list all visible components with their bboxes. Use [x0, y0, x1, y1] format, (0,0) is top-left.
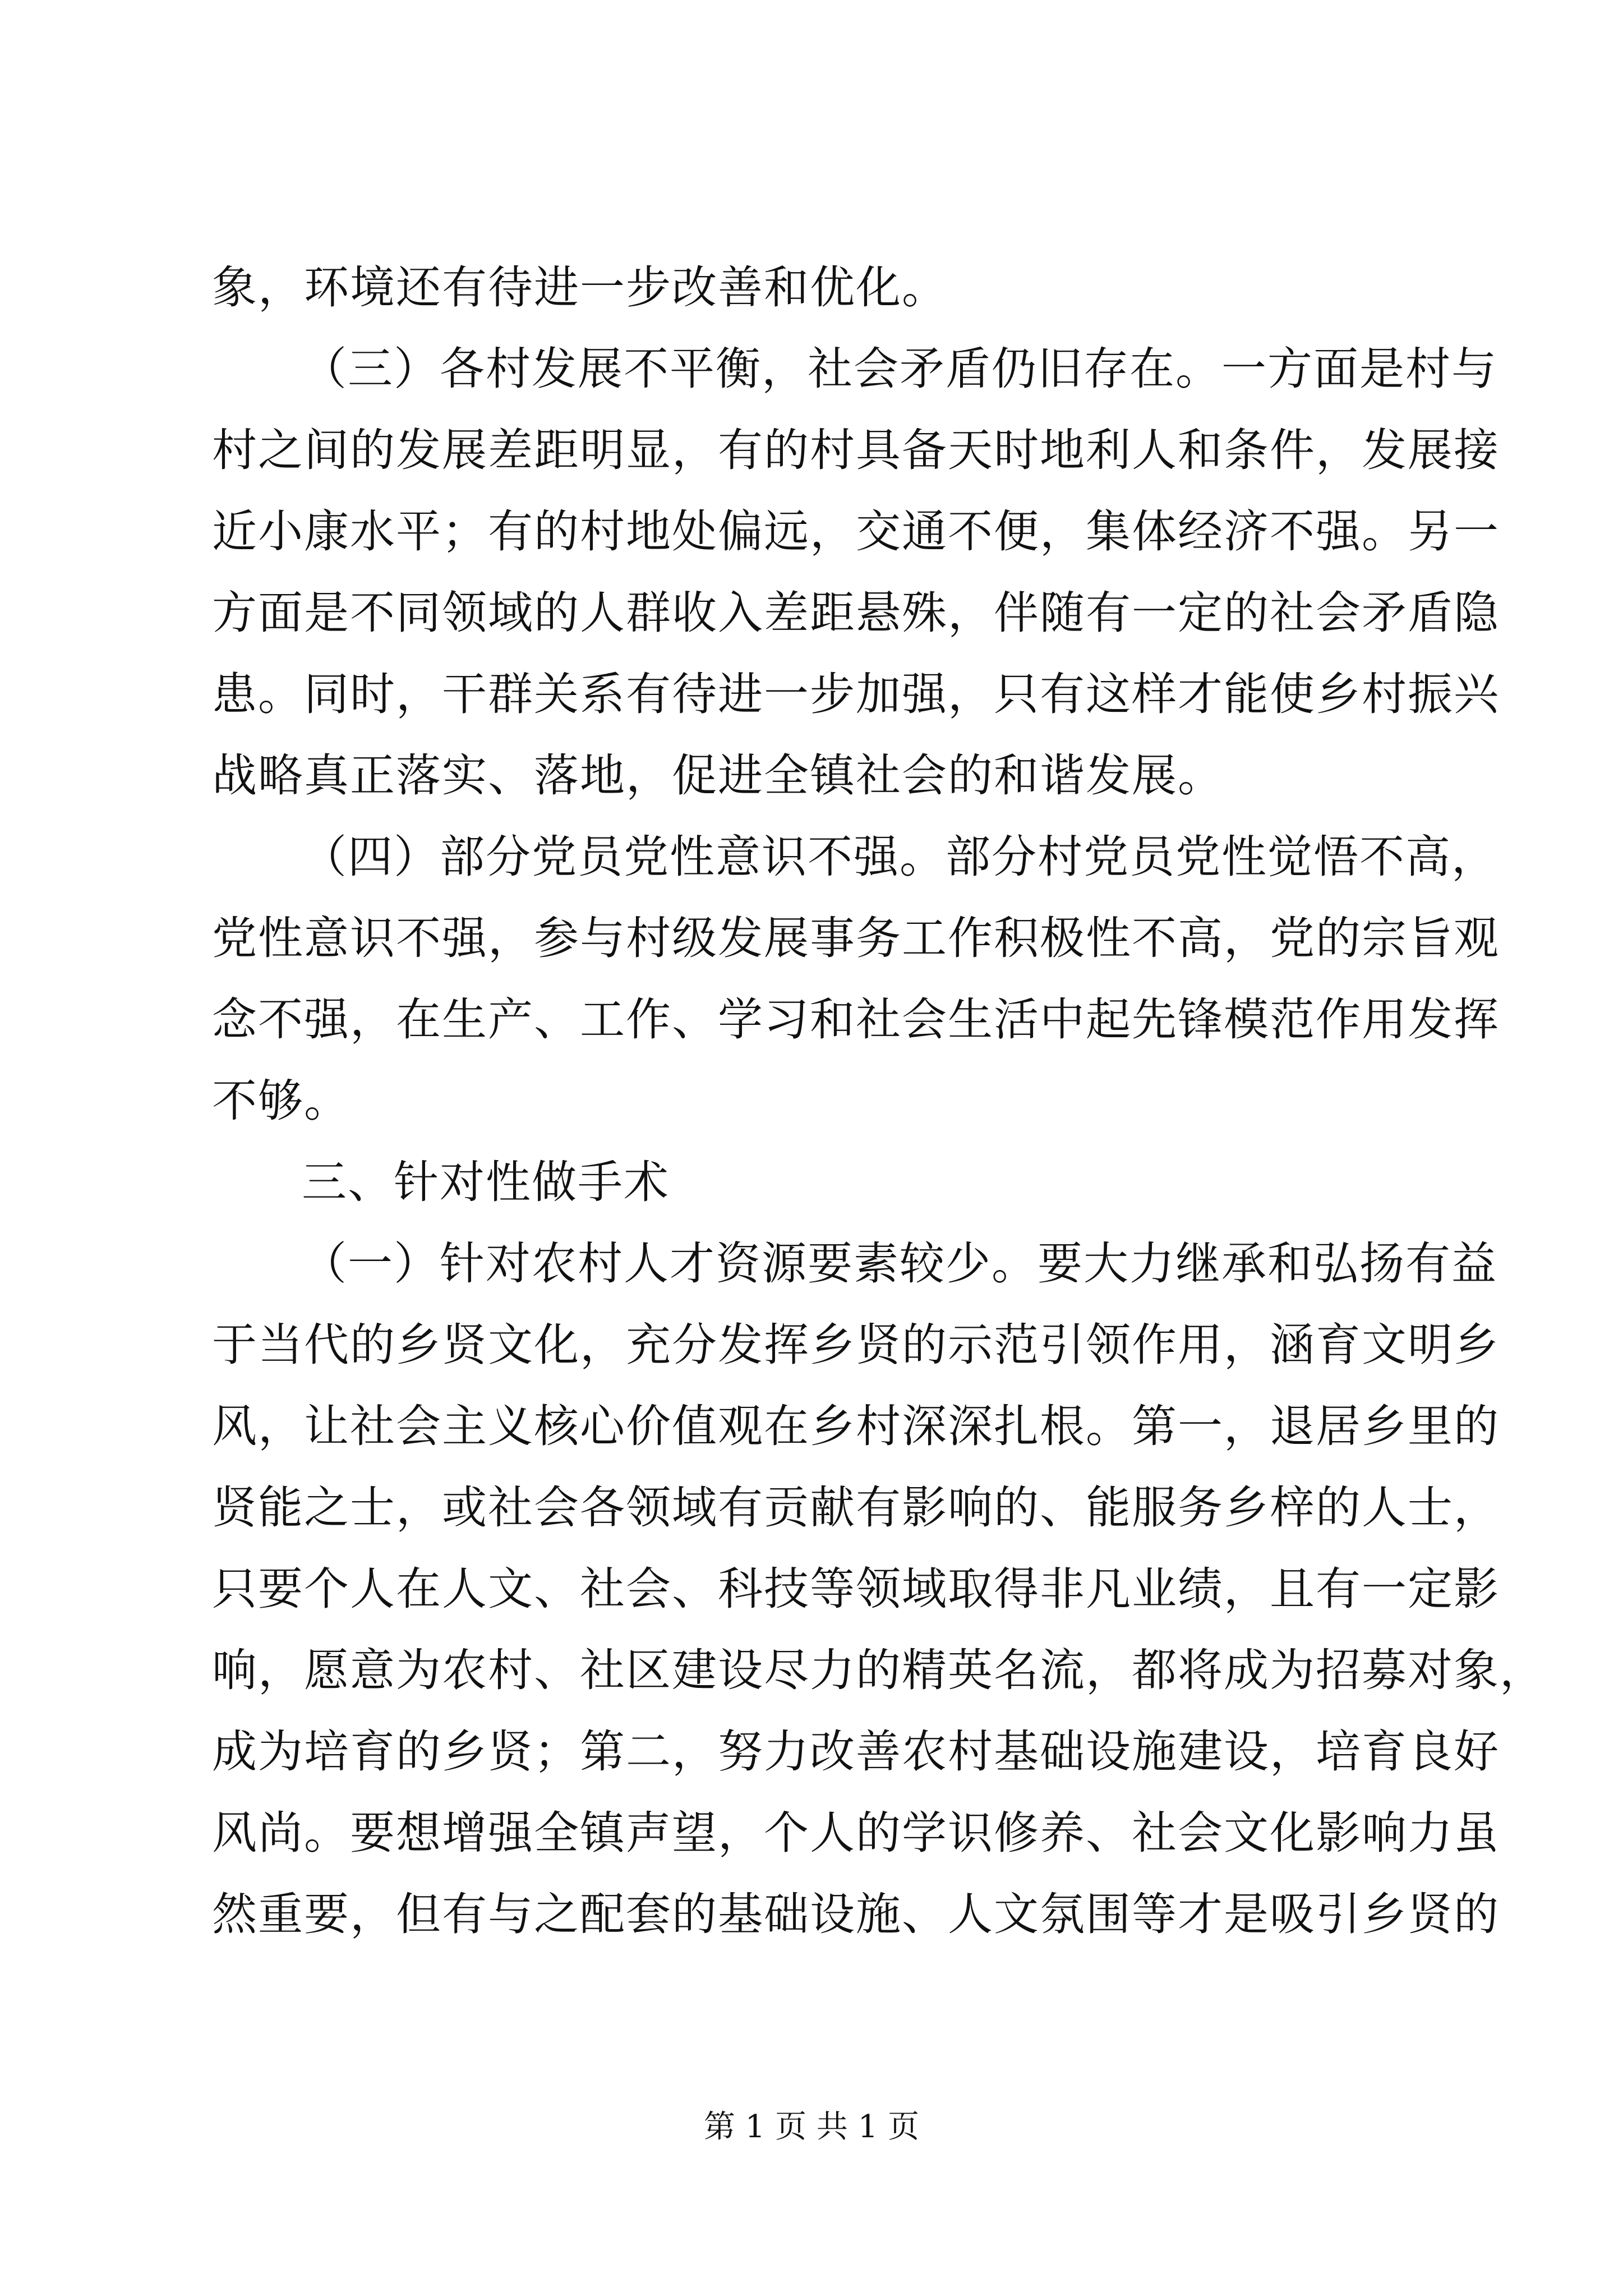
text-line: 象，环境还有待进一步改善和优化。 — [212, 261, 948, 314]
body-text — [212, 247, 1546, 1955]
text-line: （三）各村发展不平衡，社会矛盾仍旧存在。一方面是村与 — [302, 343, 1497, 395]
text-line: 响，愿意为农村、社区建设尽力的精英名流，都将成为招募对象， — [212, 1644, 1546, 1696]
text-line: （一）针对农村人才资源要素较少。要大力继承和弘扬有益 — [302, 1237, 1497, 1290]
text-line: 贤能之士，或社会各领域有贡献有影响的、能服务乡梓的人士， — [212, 1481, 1500, 1534]
text-line: 村之间的发展差距明显，有的村具备天时地利人和条件，发展接 — [212, 424, 1500, 476]
text-line: 近小康水平；有的村地处偏远，交通不便，集体经济不强。另一 — [212, 505, 1500, 558]
text-line: 风尚。要想增强全镇声望，个人的学识修养、社会文化影响力虽 — [212, 1807, 1500, 1859]
section-heading: 三、针对性做手术 — [302, 1156, 670, 1208]
page-number-footer: 第 1 页 共 1 页 — [703, 2109, 920, 2145]
text-line: 党性意识不强，参与村级发展事务工作积极性不高，党的宗旨观 — [212, 912, 1500, 964]
text-line: 战略真正落实、落地，促进全镇社会的和谐发展。 — [212, 749, 1224, 802]
text-line: 方面是不同领域的人群收入差距悬殊，伴随有一定的社会矛盾隐 — [212, 587, 1500, 639]
text-line: 风，让社会主义核心价值观在乡村深深扎根。第一，退居乡里的 — [212, 1400, 1500, 1452]
text-line: 不够。 — [212, 1075, 350, 1127]
text-line: 念不强，在生产、工作、学习和社会生活中起先锋模范作用发挥 — [212, 993, 1500, 1046]
text-line: 然重要，但有与之配套的基础设施、人文氛围等才是吸引乡贤的 — [212, 1888, 1500, 1940]
text-line: 只要个人在人文、社会、科技等领域取得非凡业绩，且有一定影 — [212, 1563, 1500, 1615]
text-line: 于当代的乡贤文化，充分发挥乡贤的示范引领作用，涵育文明乡 — [212, 1319, 1500, 1371]
text-line: 成为培育的乡贤；第二，努力改善农村基础设施建设，培育良好 — [212, 1726, 1500, 1778]
text-line: （四）部分党员党性意识不强。部分村党员党性觉悟不高， — [302, 831, 1497, 883]
text-line: 患。同时，干群关系有待进一步加强，只有这样才能使乡村振兴 — [212, 668, 1500, 720]
